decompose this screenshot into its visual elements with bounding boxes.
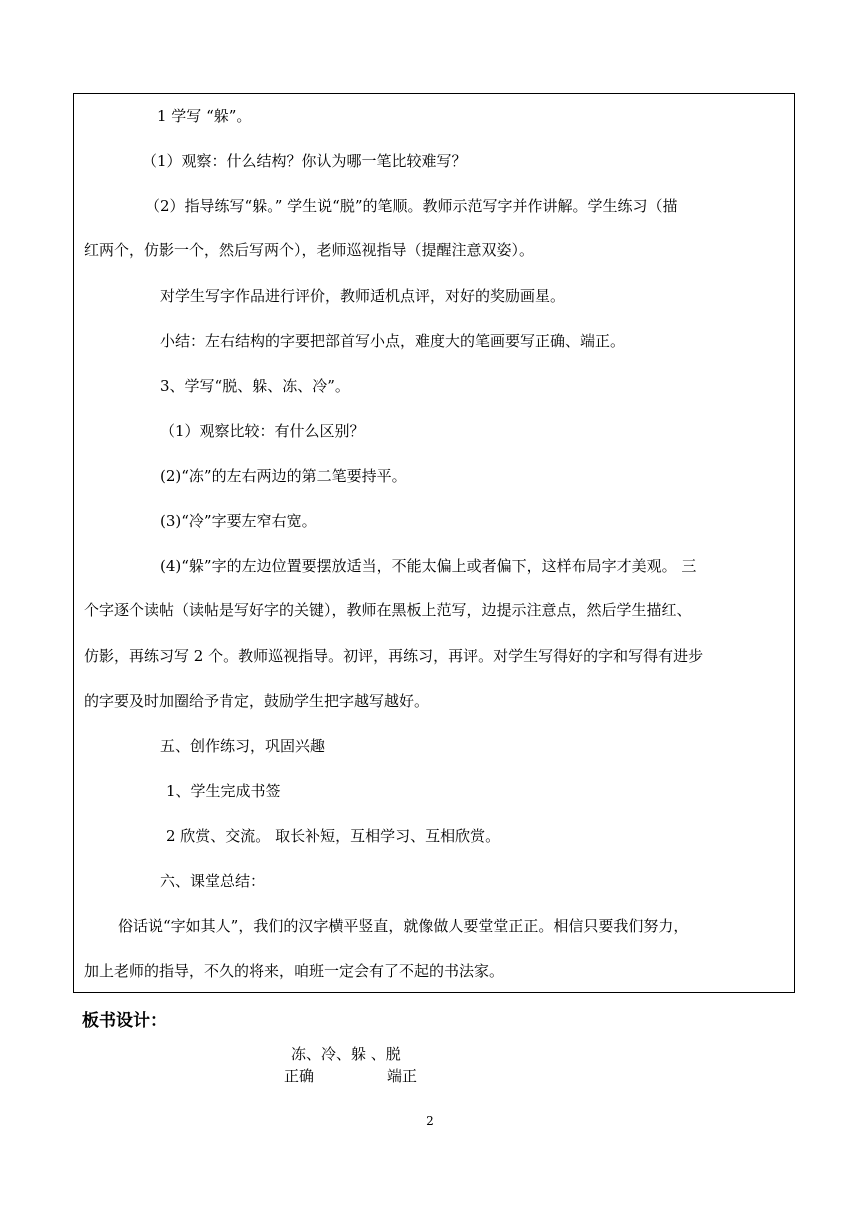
page-number: 2 — [426, 1114, 434, 1128]
content-line: 红两个，仿影一个，然后写两个），老师巡视指导（提醒注意双姿）。 — [84, 241, 535, 259]
board-design-heading: 板书设计： — [82, 1011, 167, 1031]
content-line: 小结：左右结构的字要把部首写小点，难度大的笔画要写正确、端正。 — [160, 332, 626, 350]
content-line: (3)“冷”字要左窄右宽。 — [160, 512, 317, 530]
content-line: （1）观察：什么结构？你认为哪一笔比较难写？ — [142, 152, 467, 170]
board-design-label-correct: 正确 — [284, 1067, 315, 1085]
content-line: 的字要及时加圈给予肯定，鼓励学生把字越写越好。 — [84, 692, 430, 710]
board-design-label-upright: 端正 — [387, 1067, 418, 1085]
lesson-content-frame — [73, 93, 795, 993]
content-line: 3、学写“脱、躲、冻、冷”。 — [160, 377, 350, 395]
content-line: (4)“躲”字的左边位置要摆放适当，不能太偏上或者偏下，这样布局字才美观。 三 — [160, 557, 697, 575]
content-line: 1 学写 “躲”。 — [157, 107, 252, 125]
content-line: 俗话说“字如其人”，我们的汉字横平竖直，就像做人要堂堂正正。相信只要我们努力， — [118, 917, 689, 935]
content-line: 仿影，再练习写 2 个。教师巡视指导。初评，再练习，再评。对学生写得好的字和写得有进步 — [84, 647, 704, 665]
content-line: （2）指导练写“躲。” 学生说“脱”的笔顺。教师示范写字并作讲解。学生练习（描 — [145, 197, 678, 215]
content-line: 1、学生完成书签 — [166, 782, 281, 800]
content-line: (2)“冻”的左右两边的第二笔要持平。 — [160, 467, 407, 485]
content-line: 2 欣赏、交流。 取长补短，互相学习、互相欣赏。 — [166, 827, 501, 845]
content-line: 个字逐个读帖（读帖是写好字的关键），教师在黑板上范写，边提示注意点，然后学生描红、 — [84, 601, 692, 619]
content-line: 加上老师的指导，不久的将来，咱班一定会有了不起的书法家。 — [84, 962, 505, 980]
content-line: 五、创作练习，巩固兴趣 — [160, 737, 326, 755]
content-line: （1）观察比较：有什么区别？ — [160, 422, 365, 440]
content-line: 六、课堂总结： — [160, 872, 266, 890]
board-design-characters: 冻、冷、躲 、脱 — [291, 1045, 401, 1063]
content-line: 对学生写字作品进行评价，教师适机点评，对好的奖励画星。 — [160, 287, 566, 305]
